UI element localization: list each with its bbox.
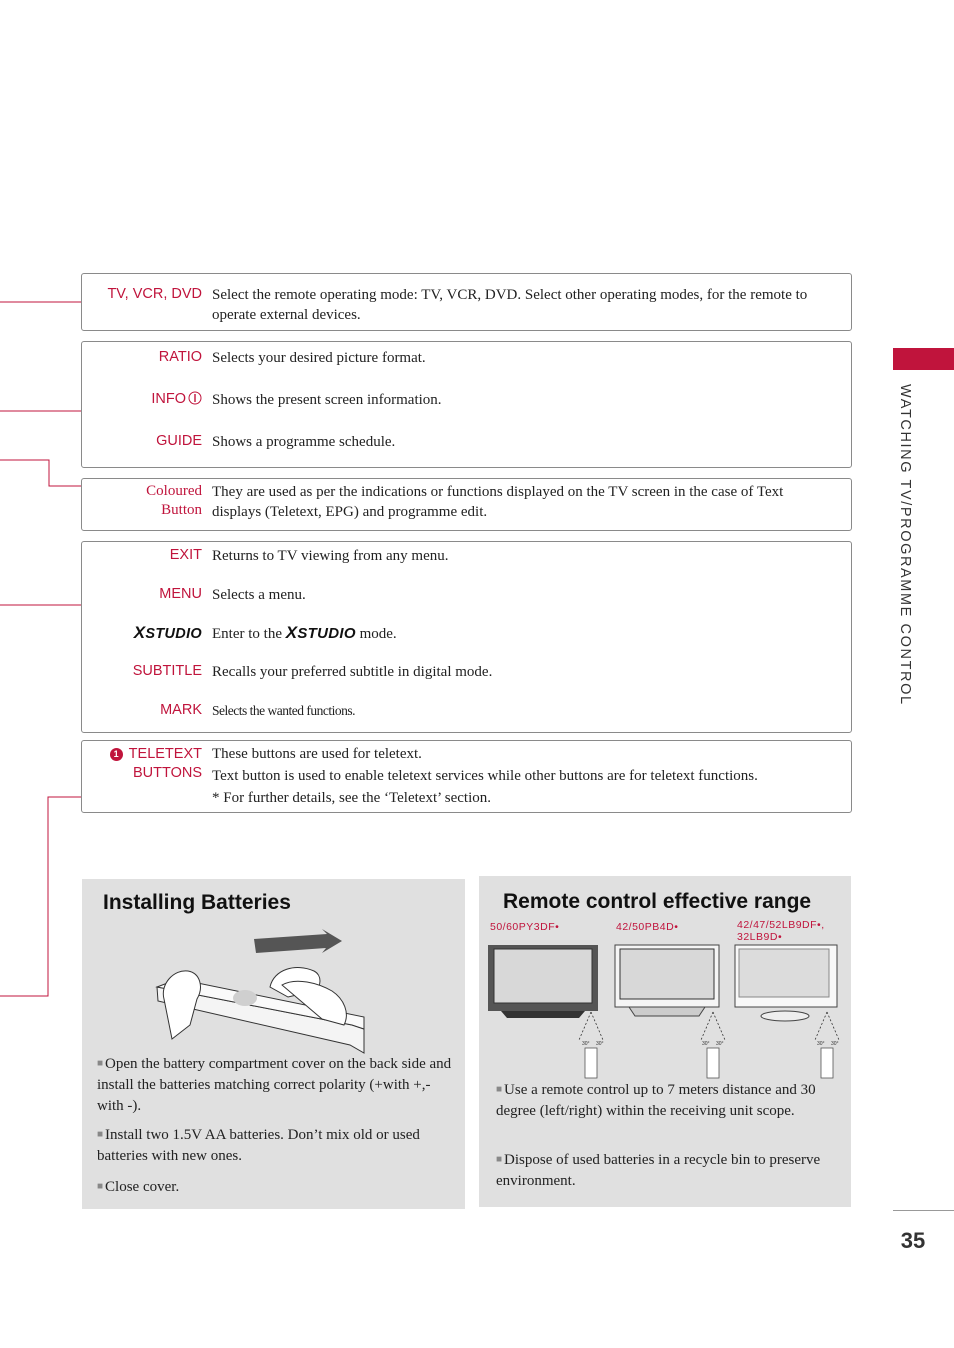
section-tab [893,348,954,370]
angle-label: 30° [702,1041,710,1047]
remote-battery-illustration [82,929,465,1059]
function-box-teletext [81,740,852,813]
angle-label: 30° [596,1041,604,1047]
info-label: INFO [151,391,186,407]
ratio-label: RATIO [158,349,202,365]
coloured-button-label: Coloured Button [146,483,202,518]
info-desc: Shows the present screen information. [212,392,442,408]
teletext-desc: These buttons are used for teletext. Text button is used to enable teletext services while other buttons are for teletext functions. * For further details, see the ‘Teletext’ section. [212,746,758,806]
page-number-rule [893,1210,954,1211]
xstudio-logo: XSTUDIO [133,623,202,642]
range-bullet-2: ■ Dispose of used batteries in a recycle bin to preserve environment. [496,1152,821,1189]
angle-label: 30° [716,1041,724,1047]
battery-bullet-2: ■ Install two 1.5V AA batteries. Don’t mix old or used batteries with new ones. [97,1127,420,1164]
coloured-button-desc: They are used as per the indications or functions displayed on the TV screen in the case of Text displays (Teletext, EPG) and programme edit. [212,484,784,520]
guide-label: GUIDE [156,433,202,449]
model-label-2: 42/50PB4D• [616,921,679,933]
function-box-ratio [81,341,852,468]
battery-bullet-1: ■ Open the battery compartment cover on the back side and install the batteries matching correct polarity (+with +,-with -). [97,1056,452,1114]
remote-range-title: Remote control effective range [503,890,812,913]
battery-bullet-3: ■ Close cover. [97,1179,180,1195]
exit-label: EXIT [169,547,202,563]
exit-desc: Returns to TV viewing from any menu. [212,548,449,564]
info-icon [188,391,202,405]
menu-desc: Selects a menu. [212,587,306,603]
installing-batteries-panel [82,879,465,1209]
ratio-desc: Selects your desired picture format. [212,350,426,366]
page-number: 35 [900,1228,926,1253]
xstudio-desc: Enter to the XSTUDIO mode. [212,623,397,642]
xstudio-logo-inline: XSTUDIO [285,623,356,642]
angle-label: 30° [817,1041,825,1047]
tv-range-illustration [479,942,851,1082]
model-label-1: 50/60PY3DF• [490,921,560,933]
mark-label: MARK [160,702,202,718]
mark-desc: Selects the wanted functions. [212,703,355,718]
subtitle-desc: Recalls your preferred subtitle in digital mode. [212,664,493,680]
section-title: WATCHING TV/PROGRAMME CONTROL [897,384,913,706]
function-box-mode [81,273,852,331]
model-label-3: 42/47/52LB9DF•, 32LB9D• [737,919,825,943]
tv-vcr-dvd-label: TV, VCR, DVD [107,286,202,302]
subtitle-label: SUBTITLE [132,663,202,679]
info-label-group [151,390,202,409]
teletext-label: 1 TELETEXT BUTTONS [110,745,202,783]
angle-label: 30° [831,1041,839,1047]
function-box-coloured [81,478,852,531]
menu-label: MENU [159,586,202,602]
range-bullet-1: ■ Use a remote control up to 7 meters distance and 30 degree (left/right) within the receiving unit scope. [496,1082,816,1119]
function-box-menu [81,541,852,733]
remote-range-panel [479,876,851,1207]
angle-label: 30° [582,1041,590,1047]
guide-desc: Shows a programme schedule. [212,434,396,450]
number-badge: 1 [110,748,123,761]
tv-vcr-dvd-desc: Select the remote operating mode: TV, VCR, DVD. Select other operating modes, for the remote to operate external devices. [212,287,808,323]
installing-batteries-title: Installing Batteries [103,891,291,914]
